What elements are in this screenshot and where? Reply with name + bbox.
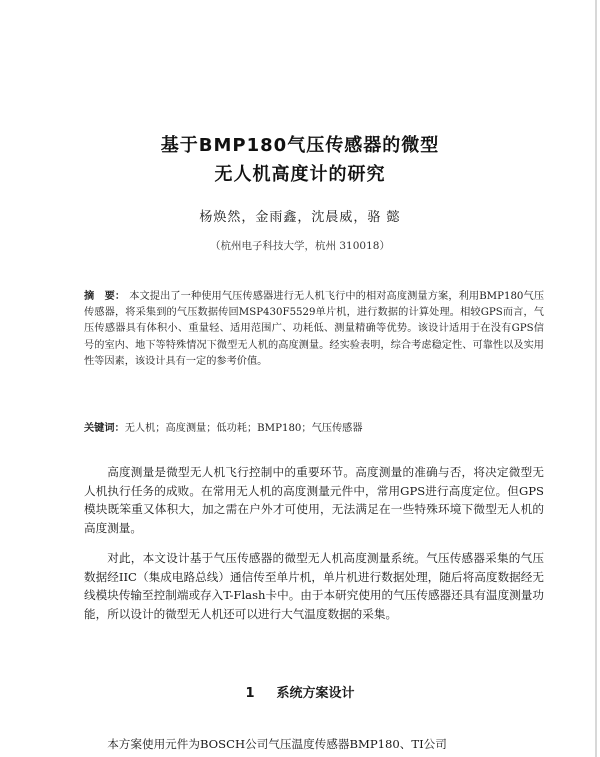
keywords-label: 关键词：: [84, 422, 125, 434]
body-paragraph-3: 本方案使用元件为BOSCH公司气压温度传感器BMP180、TI公司: [107, 737, 447, 751]
section-title: 系统方案设计: [276, 686, 355, 701]
keywords-text: 无人机；高度测量；低功耗；BMP180；气压传感器: [124, 423, 363, 434]
body-paragraph-1: 高度测量是微型无人机飞行控制中的重要环节。高度测量的准确与否，将决定微型无人机执行任务的成败。在常用无人机的高度测量元件中，常用GPS进行高度定位。但GPS模块既笨重又体积大，加之需在户外才可使用，无法满足在一些特殊环境下微型无人机的高度测量。: [84, 465, 544, 535]
body-paragraph-2: 对此，本文设计基于气压传感器的微型无人机高度测量系统。气压传感器采集的气压数据经IIC（集成电路总线）通信传至单片机，单片机进行数据处理，随后将高度数据经无线模块传输至控制端或存入T-Flash卡中。由于本研究使用的气压传感器还具有温度测量功能，所以设计的微型无人机还可以进行大气温度数据的采集。: [84, 551, 544, 621]
section-number: 1: [245, 686, 255, 701]
paper-title-line-2: 无人机高度计的研究: [214, 164, 386, 185]
keywords-block: [84, 420, 544, 437]
abstract-text: 本文提出了一种使用气压传感器进行无人机飞行中的相对高度测量方案，利用BMP180气压传感器，将采集到的气压数据传回MSP430F5529单片机，进行数据的计算处理。相较GPS而言，气压传感器具有体积小、重量轻、适用范围广、功耗低、测量精确等优势。该设计适用于在没有GPS信号的室内、地下等特殊情况下微型无人机的高度测量。经实验表明，综合考虑稳定性、可靠性以及实用性等因素，该设计具有一定的参考价值。: [84, 291, 545, 367]
abstract-label: 摘 要：: [84, 290, 126, 302]
author-list: 杨焕然，金雨鑫，沈晨威，骆 懿: [199, 210, 401, 225]
section-heading: [0, 682, 600, 701]
scan-edge-shadow: [595, 0, 597, 757]
paper-title-line-1: 基于BMP180气压传感器的微型: [160, 135, 440, 156]
abstract-block: [84, 288, 544, 370]
affiliation: （杭州电子科技大学，杭州 310018）: [210, 240, 390, 252]
